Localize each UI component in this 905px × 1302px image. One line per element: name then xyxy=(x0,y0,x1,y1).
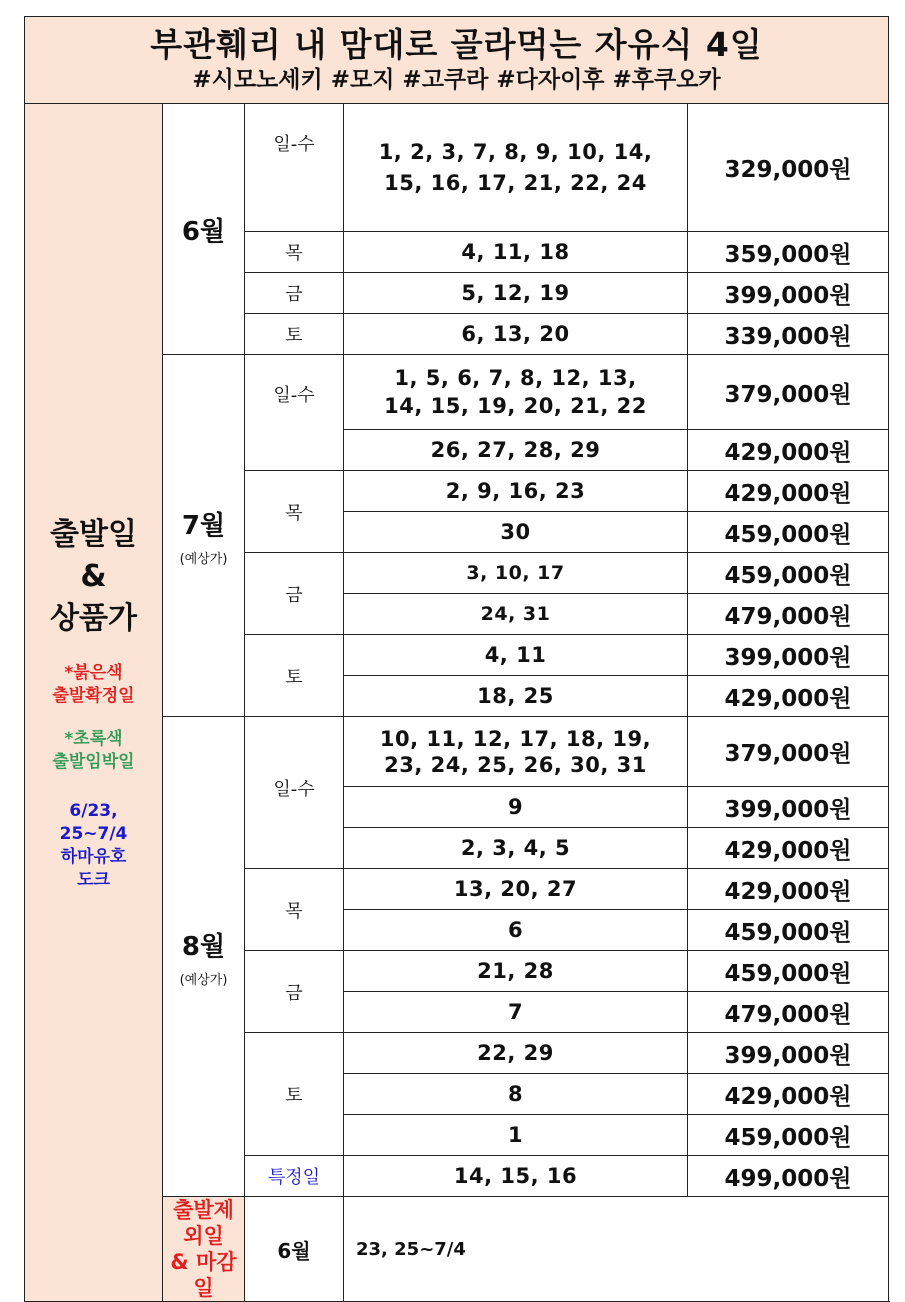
price-table xyxy=(24,16,889,1302)
excluded-label-line2: & 마감일 xyxy=(170,1250,237,1300)
day-cell: 일-수 xyxy=(245,104,344,232)
dates-cell: 6 xyxy=(344,910,688,951)
price-cell: 429,000원 xyxy=(688,869,889,910)
dates-cell: 30 xyxy=(344,512,688,553)
dates-line: 1, 5, 6, 7, 8, 12, 13, xyxy=(394,366,637,390)
dates-cell: 22, 29 xyxy=(344,1033,688,1074)
price-cell: 499,000원 xyxy=(688,1156,889,1197)
price-cell: 459,000원 xyxy=(688,512,889,553)
dates-cell: 26, 27, 28, 29 xyxy=(344,430,688,471)
day-cell: 일-수 xyxy=(245,717,344,869)
price-cell: 399,000원 xyxy=(688,1033,889,1074)
price-cell: 479,000원 xyxy=(688,992,889,1033)
price-cell: 329,000원 xyxy=(688,104,889,232)
dates-line: 15, 16, 17, 21, 22, 24 xyxy=(384,170,647,195)
estimate-note: (예상가) xyxy=(179,551,228,567)
day-cell: 일-수 xyxy=(245,355,344,471)
day-cell: 금 xyxy=(245,951,344,1033)
dates-cell xyxy=(344,717,688,787)
side-label-ampersand: & xyxy=(80,558,107,594)
day-cell: 금 xyxy=(245,553,344,635)
header-cell xyxy=(25,17,889,104)
estimate-note: (예상가) xyxy=(179,972,228,988)
dates-cell: 7 xyxy=(344,992,688,1033)
legend-red-line2: 출발확정일 xyxy=(52,685,135,706)
dates-cell: 2, 3, 4, 5 xyxy=(344,828,688,869)
price-cell: 399,000원 xyxy=(688,635,889,676)
month-cell-july xyxy=(163,355,245,717)
dates-cell: 8 xyxy=(344,1074,688,1115)
price-cell: 459,000원 xyxy=(688,951,889,992)
price-cell: 379,000원 xyxy=(688,717,889,787)
day-cell: 토 xyxy=(245,1033,344,1156)
day-cell: 목 xyxy=(245,232,344,273)
dock-note-line3: 하마유호 xyxy=(60,846,127,867)
dates-cell: 13, 20, 27 xyxy=(344,869,688,910)
dates-cell: 14, 15, 16 xyxy=(344,1156,688,1197)
dates-cell: 24, 31 xyxy=(344,594,688,635)
dock-note xyxy=(25,800,162,892)
month-label: 7월 xyxy=(181,510,226,541)
price-cell: 459,000원 xyxy=(688,553,889,594)
price-cell: 479,000원 xyxy=(688,594,889,635)
price-cell: 359,000원 xyxy=(688,232,889,273)
dates-line: 23, 24, 25, 26, 30, 31 xyxy=(384,752,647,777)
excluded-month: 6월 xyxy=(245,1197,344,1302)
legend-green xyxy=(25,728,162,774)
side-label-departure: 출발일 xyxy=(50,516,137,552)
price-cell: 429,000원 xyxy=(688,676,889,717)
dates-cell xyxy=(344,355,688,430)
header-row xyxy=(25,17,889,104)
destination-tags: #시모노세키 #모지 #고쿠라 #다자이후 #후쿠오카 xyxy=(192,67,721,93)
day-cell: 금 xyxy=(245,273,344,314)
day-cell: 목 xyxy=(245,471,344,553)
excluded-label-line1: 출발제외일 xyxy=(173,1198,234,1248)
day-cell: 토 xyxy=(245,314,344,355)
dates-cell xyxy=(344,104,688,232)
legend-green-line2: 출발임박일 xyxy=(52,751,135,772)
month-cell-june xyxy=(163,104,245,355)
dates-cell: 6, 13, 20 xyxy=(344,314,688,355)
day-cell-special: 특정일 xyxy=(245,1156,344,1197)
dock-note-line2: 25~7/4 xyxy=(59,823,128,844)
legend-green-line1: *초록색 xyxy=(64,728,123,749)
month-label: 8월 xyxy=(181,931,226,962)
dates-cell: 2, 9, 16, 23 xyxy=(344,471,688,512)
dates-cell: 4, 11, 18 xyxy=(344,232,688,273)
dates-cell: 18, 25 xyxy=(344,676,688,717)
price-cell: 429,000원 xyxy=(688,828,889,869)
page-title: 부관훼리 내 맘대로 골라먹는 자유식 4일 xyxy=(150,25,763,64)
dates-cell: 5, 12, 19 xyxy=(344,273,688,314)
dates-cell: 3, 10, 17 xyxy=(344,553,688,594)
month-cell-august xyxy=(163,717,245,1197)
day-cell: 목 xyxy=(245,869,344,951)
excluded-dates-label xyxy=(163,1197,245,1302)
month-label: 6월 xyxy=(181,216,226,247)
dates-line: 10, 11, 12, 17, 18, 19, xyxy=(379,726,652,751)
price-cell: 399,000원 xyxy=(688,787,889,828)
price-cell: 339,000원 xyxy=(688,314,889,355)
dates-line: 14, 15, 19, 20, 21, 22 xyxy=(384,394,647,418)
price-cell: 429,000원 xyxy=(688,471,889,512)
price-cell: 379,000원 xyxy=(688,355,889,430)
day-cell: 토 xyxy=(245,635,344,717)
dock-note-line4: 도크 xyxy=(77,869,110,890)
legend-red xyxy=(25,662,162,708)
price-cell: 399,000원 xyxy=(688,273,889,314)
dates-cell: 4, 11 xyxy=(344,635,688,676)
price-cell: 429,000원 xyxy=(688,430,889,471)
price-cell: 459,000원 xyxy=(688,910,889,951)
dates-cell: 1 xyxy=(344,1115,688,1156)
legend-red-line1: *붉은색 xyxy=(64,662,123,683)
price-cell: 429,000원 xyxy=(688,1074,889,1115)
dates-cell: 21, 28 xyxy=(344,951,688,992)
table-row xyxy=(25,104,889,232)
side-label-price: 상품가 xyxy=(50,600,137,636)
price-cell: 459,000원 xyxy=(688,1115,889,1156)
dates-line: 1, 2, 3, 7, 8, 9, 10, 14, xyxy=(378,139,653,164)
excluded-dates: 23, 25~7/4 xyxy=(344,1197,889,1302)
price-schedule-document xyxy=(24,16,888,1302)
side-label-cell xyxy=(25,104,163,1302)
dates-cell: 9 xyxy=(344,787,688,828)
dock-note-line1: 6/23, xyxy=(69,800,118,821)
